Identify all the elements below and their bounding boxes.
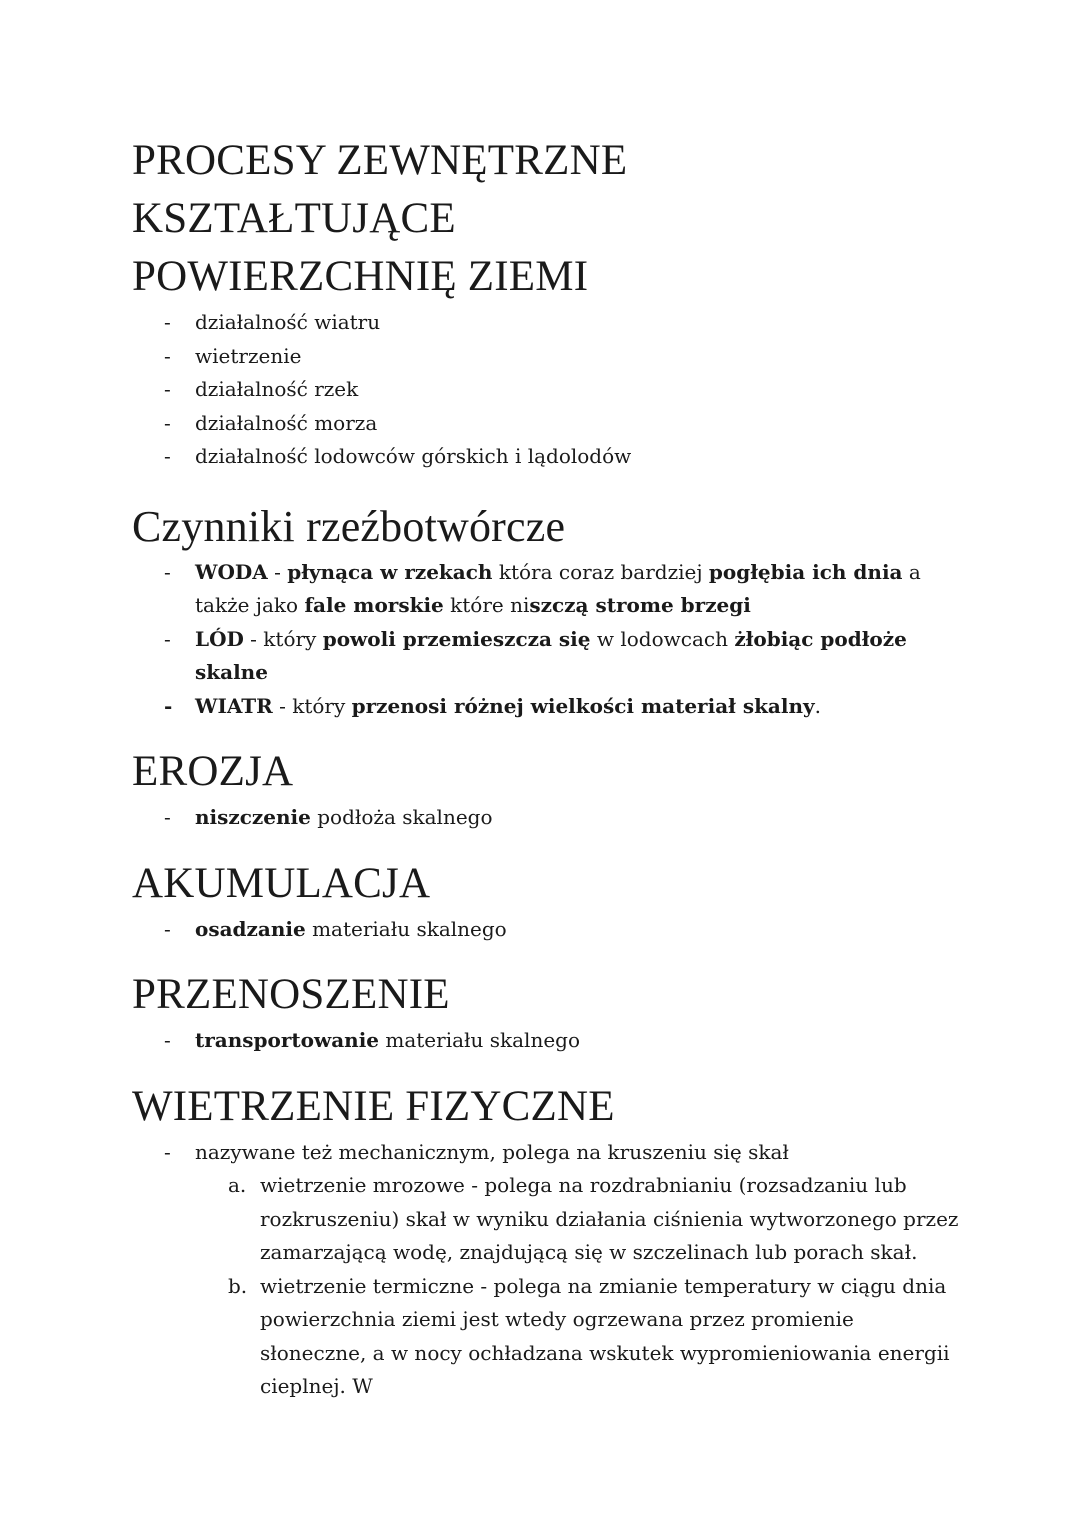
list-item: - niszczenie podłoża skalnego xyxy=(132,801,962,835)
list-item: - działalność lodowców górskich i lądolodów xyxy=(132,440,962,474)
list-item: - działalność wiatru xyxy=(132,306,962,340)
list-item: - nazywane też mechanicznym, polega na kruszeniu się skał xyxy=(132,1136,962,1170)
przenoszenie-list xyxy=(132,1024,962,1058)
dash-bullet: - xyxy=(164,559,171,584)
title-line-2: POWIERZCHNIĘ ZIEMI xyxy=(132,253,589,300)
list-item-wiatr: - WIATR - który przenosi różnej wielkości materiał skalny. xyxy=(132,690,962,724)
list-item-woda: - WODA - płynąca w rzekach która coraz bardziej pogłębia ich dnia a także jako fale morskie które niszczą strome brzegi xyxy=(132,556,962,623)
dash-bullet: - xyxy=(164,343,171,368)
dash-bullet: - xyxy=(164,916,171,941)
dash-bullet: - xyxy=(164,444,171,468)
dash-bullet: - xyxy=(164,1139,171,1164)
list-item: - wietrzenie xyxy=(132,340,962,374)
sublist-item-mrozowe: a. wietrzenie mrozowe - polega na rozdrabnianiu (rozsadzaniu lub rozkruszeniu) skał w wyniku działania ciśnienia wytworzonego przez zamarzającą wodę, znajdującą się w szczelinach lub porach skał. xyxy=(132,1169,962,1270)
dash-bullet: - xyxy=(164,805,171,829)
akumulacja-list xyxy=(132,913,962,947)
sublist-item-termiczne: b. wietrzenie termiczne - polega na zmianie temperatury w ciągu dnia powierzchnia ziemi jest wtedy ogrzewana przez promienie słoneczne, a w nocy ochładzana wskutek wypromieniowania energii cieplnej. W xyxy=(132,1270,962,1404)
dash-bullet: - xyxy=(164,410,171,435)
wietrzenie-list xyxy=(132,1136,962,1170)
list-item: - osadzanie materiału skalnego xyxy=(132,913,962,947)
title-line-1: PROCESY ZEWNĘTRZNE KSZTAŁTUJĄCE xyxy=(132,137,628,242)
list-item: - transportowanie materiału skalnego xyxy=(132,1024,962,1058)
list-item-lod: - LÓD - który powoli przemieszcza się w lodowcach żłobiąc podłoże skalne xyxy=(132,623,962,690)
section-title-procesy xyxy=(132,132,962,306)
alpha-marker: a. xyxy=(228,1173,247,1197)
section-title-akumulacja: AKUMULACJA xyxy=(132,859,431,907)
section-title-przenoszenie: PRZENOSZENIE xyxy=(132,971,450,1018)
document-page xyxy=(132,132,962,1404)
alpha-marker: b. xyxy=(228,1273,248,1298)
list-item: - działalność morza xyxy=(132,407,962,441)
list-item: - działalność rzek xyxy=(132,373,962,407)
dash-bullet: - xyxy=(164,377,171,401)
section-title-wietrzenie-fizyczne: WIETRZENIE FIZYCZNE xyxy=(132,1082,615,1130)
wietrzenie-sublist xyxy=(132,1169,962,1404)
czynniki-list xyxy=(132,556,962,724)
procesy-list xyxy=(132,306,962,474)
dash-bullet: - xyxy=(164,693,173,718)
section-title-czynniki: Czynniki rzeźbotwórcze xyxy=(132,501,566,551)
erozja-list xyxy=(132,801,962,835)
section-title-erozja: EROZJA xyxy=(132,748,294,795)
dash-bullet: - xyxy=(164,310,171,334)
dash-bullet: - xyxy=(164,626,171,651)
dash-bullet: - xyxy=(164,1028,171,1052)
